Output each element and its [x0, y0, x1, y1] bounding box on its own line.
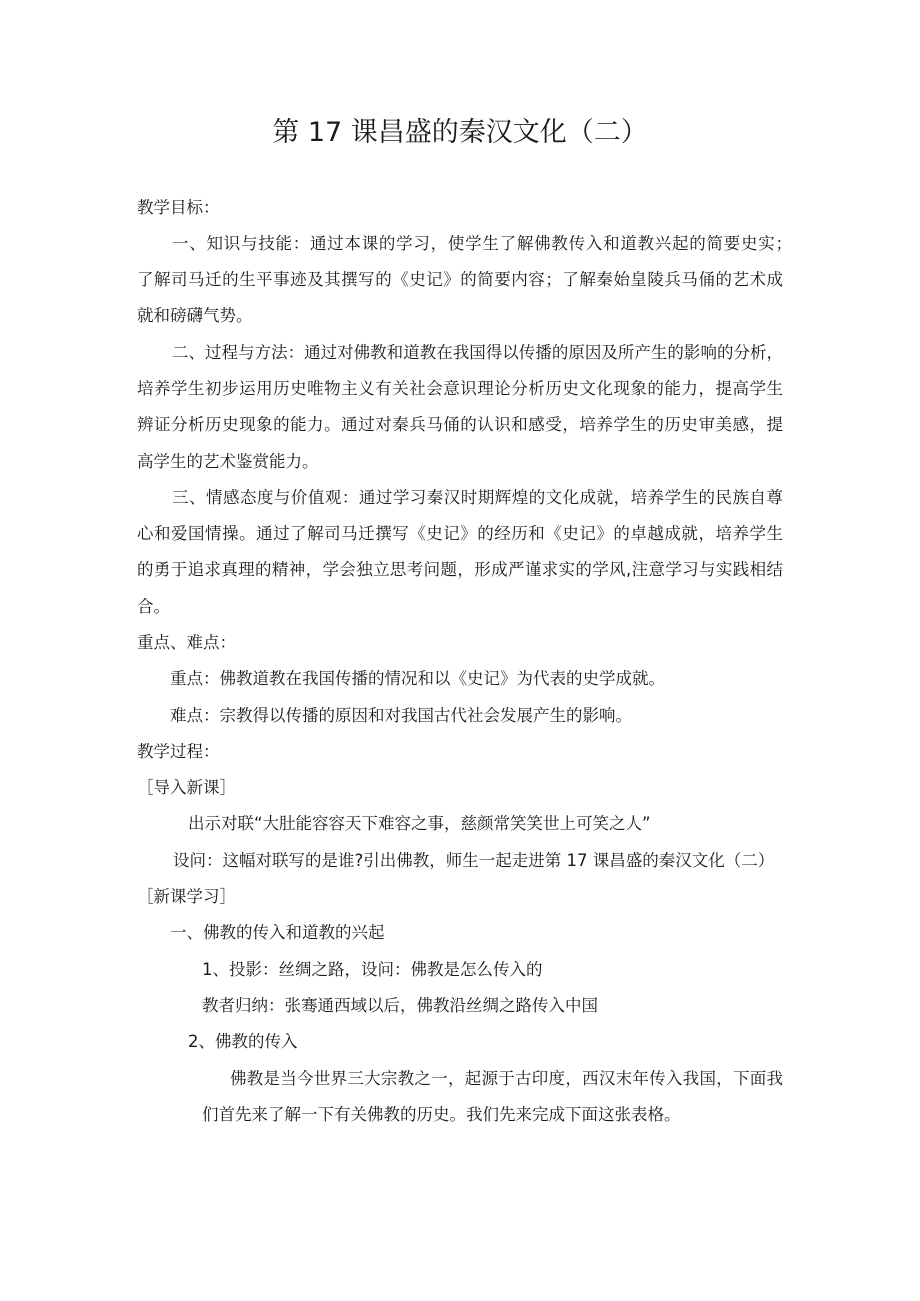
- process-heading: 教学过程：: [137, 742, 220, 761]
- objective-3-line-2: 心和爱国情操。通过了解司马迁撰写《史记》的经历和《史记》的卓越成就，培养学生: [137, 524, 783, 543]
- objectives-heading: 教学目标：: [137, 198, 220, 217]
- objective-1-line-3: 就和磅礴气势。: [137, 306, 253, 325]
- objective-2-line-4: 高学生的艺术鉴赏能力。: [137, 452, 319, 471]
- objective-3-line-4: 合。: [137, 597, 170, 616]
- section-1-heading: 一、佛教的传入和道教的兴起: [170, 923, 385, 942]
- item-1: 1、投影：丝绸之路，设问：佛教是怎么传入的: [202, 960, 543, 979]
- intro-couplet: 出示对联“大肚能容容天下难容之事，慈颜常笑笑世上可笑之人”: [188, 814, 651, 833]
- key-points-heading: 重点、难点：: [137, 633, 236, 652]
- objective-2-line-1: 二、过程与方法：通过对佛教和道教在我国得以传播的原因及所产生的影响的分析，: [172, 343, 783, 362]
- page-title: 第 17 课昌盛的秦汉文化（二）: [272, 117, 648, 148]
- objective-3-line-1: 三、情感态度与价值观：通过学习秦汉时期辉煌的文化成就，培养学生的民族自尊: [172, 488, 783, 507]
- objective-2-line-3: 辨证分析历史现象的能力。通过对秦兵马俑的认识和感受，培养学生的历史审美感，提: [137, 415, 783, 434]
- objective-1-line-2: 了解司马迁的生平事迹及其撰写的《史记》的简要内容；了解秦始皇陵兵马俑的艺术成: [137, 270, 783, 289]
- item-2-para-line-2: 们首先来了解一下有关佛教的历史。我们先来完成下面这张表格。: [202, 1105, 681, 1124]
- intro-question: 设问：这幅对联写的是谁?引出佛教，师生一起走进第 17 课昌盛的秦汉文化（二）: [173, 851, 775, 870]
- intro-label: ［导入新课］: [137, 778, 236, 797]
- key-point: 重点：佛教道教在我国传播的情况和以《史记》为代表的史学成就。: [170, 669, 665, 688]
- new-lesson-label: ［新课学习］: [137, 887, 236, 906]
- difficult-point: 难点：宗教得以传播的原因和对我国古代社会发展产生的影响。: [170, 706, 632, 725]
- item-2-para-line-1: 佛教是当今世界三大宗教之一，起源于古印度，西汉末年传入我国，下面我: [230, 1069, 783, 1088]
- item-2: 2、佛教的传入: [188, 1032, 298, 1051]
- item-1-summary: 教者归纳：张骞通西域以后，佛教沿丝绸之路传入中国: [202, 996, 598, 1015]
- objective-2-line-2: 培养学生初步运用历史唯物主义有关社会意识理论分析历史文化现象的能力，提高学生: [137, 379, 783, 398]
- objective-1-line-1: 一、知识与技能：通过本课的学习，使学生了解佛教传入和道教兴起的简要史实；: [172, 234, 792, 253]
- objective-3-line-3: 的勇于追求真理的精神，学会独立思考问题，形成严谨求实的学风,注意学习与实践相结: [137, 560, 783, 579]
